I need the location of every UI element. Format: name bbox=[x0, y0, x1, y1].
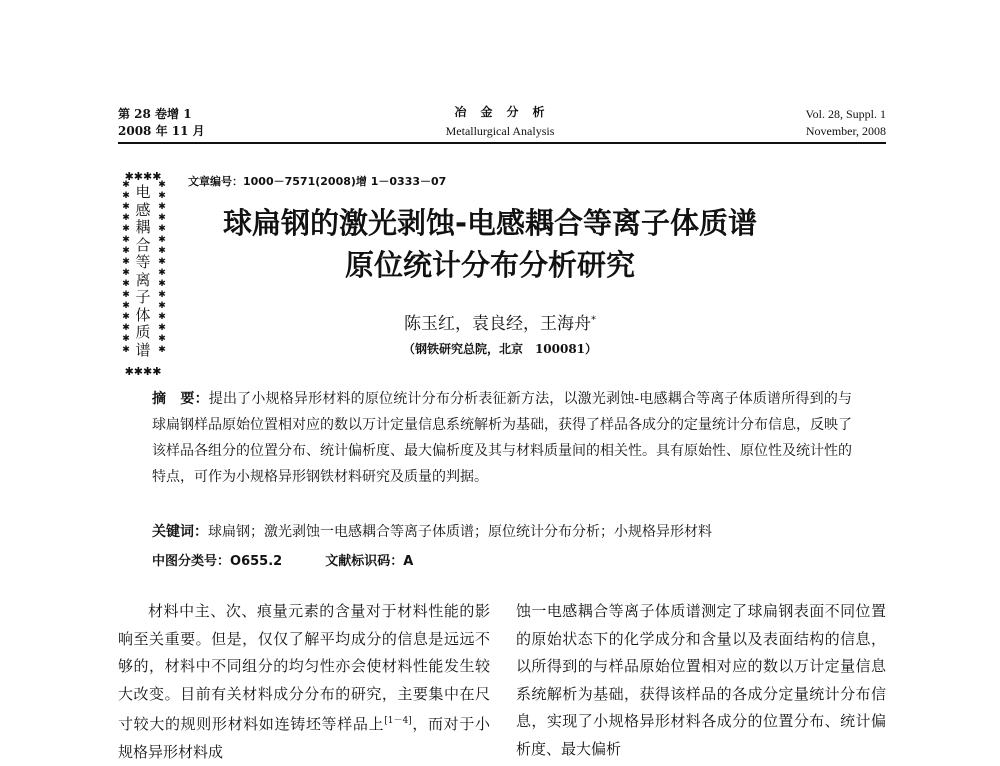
header-rule bbox=[118, 142, 886, 144]
sidebar-left-border: ✱ ✱ ✱ ✱ ✱ ✱ ✱ ✱ ✱ ✱ ✱ ✱ ✱ ✱ ✱ ✱ bbox=[122, 180, 130, 355]
paper-title-line1: 球扁钢的激光剥蚀-电感耦合等离子体质谱 bbox=[222, 206, 758, 240]
keywords-label: 关键词： bbox=[152, 524, 208, 540]
header-date: 2008 年 11 月 bbox=[118, 124, 205, 138]
authors bbox=[300, 309, 700, 334]
body-left-text-2: ，而对于小规格异形材料成 bbox=[118, 715, 490, 761]
sidebar-label: 电感耦合等离子体质谱 bbox=[135, 183, 151, 359]
corresponding-mark: * bbox=[591, 314, 596, 326]
clc-value: O655.2 bbox=[230, 554, 283, 569]
affiliation: （钢铁研究总院，北京 100081） bbox=[402, 342, 598, 356]
keywords-text: 球扁钢；激光剥蚀一电感耦合等离子体质谱；原位统计分布分析；小规格异形材料 bbox=[208, 524, 712, 540]
author-names: 陈玉红，袁良经，王海舟 bbox=[404, 314, 591, 334]
abstract bbox=[152, 386, 852, 490]
doc-code-label: 文献标识码： bbox=[325, 554, 404, 569]
header-volume-en: Vol. 28, Suppl. 1 bbox=[805, 107, 886, 121]
paper-title-line2: 原位统计分布分析研究 bbox=[344, 248, 635, 282]
body-column-left bbox=[118, 598, 490, 766]
article-number: 文章编号：1000－7571(2008)增 1－0333－07 bbox=[188, 175, 447, 188]
body-column-right: 蚀一电感耦合等离子体质谱测定了球扁钢表面不同位置的原始状态下的化学成分和含量以及表面结构的信息，以所得到的与样品原始位置相对应的数以万计定量信息系统解析为基础，获得该样品的各成分定量统计分布信息，实现了小规格异形材料各成分的位置分布、统计偏析度、最大偏析 bbox=[516, 602, 886, 758]
doc-code-value: A bbox=[403, 554, 414, 569]
clc-label: 中图分类号： bbox=[152, 554, 231, 569]
header-date-en: November, 2008 bbox=[805, 124, 886, 138]
body-left-text-1: 材料中主、次、痕量元素的含量对于材料性能的影响至关重要。但是，仅仅了解平均成分的信息是远远不够的，材料中不同组分的均匀性亦会使材料性能发生较大改变。目前有关材料成分分布的研究，主要集中在尺寸较大的规则形材料如连铸坯等样品上 bbox=[118, 602, 490, 733]
abstract-text: 提出了小规格异形材料的原位统计分布分析表征新方法，以激光剥蚀-电感耦合等离子体质谱所得到的与球扁钢样品原始位置相对应的数以万计定量信息系统解析为基础，获得了样品各成分的定量统计分布信息，反映了该样品各组分的位置分布、统计偏析度、最大偏析度及其与材料质量间的相关性。具有原始性、原位性及统计性的特点，可作为小规格异形钢铁材料研究及质量的判据。 bbox=[152, 391, 853, 485]
abstract-label: 摘 要： bbox=[152, 391, 209, 407]
keywords bbox=[152, 521, 852, 543]
journal-name-cn: 冶 金 分 析 bbox=[454, 105, 546, 119]
section-sidebar bbox=[117, 170, 169, 378]
sidebar-bottom-ornament: ✱✱✱✱ bbox=[124, 365, 162, 378]
journal-name-en: Metallurgical Analysis bbox=[445, 124, 555, 138]
sidebar-right-border: ✱ ✱ ✱ ✱ ✱ ✱ ✱ ✱ ✱ ✱ ✱ ✱ ✱ ✱ ✱ ✱ bbox=[158, 180, 166, 355]
classification bbox=[152, 550, 413, 569]
sidebar-top-ornament: ✱✱✱✱ bbox=[124, 170, 162, 183]
citation-ref: [1－4] bbox=[384, 716, 412, 726]
header-volume: 第 28 卷增 1 bbox=[118, 107, 192, 121]
